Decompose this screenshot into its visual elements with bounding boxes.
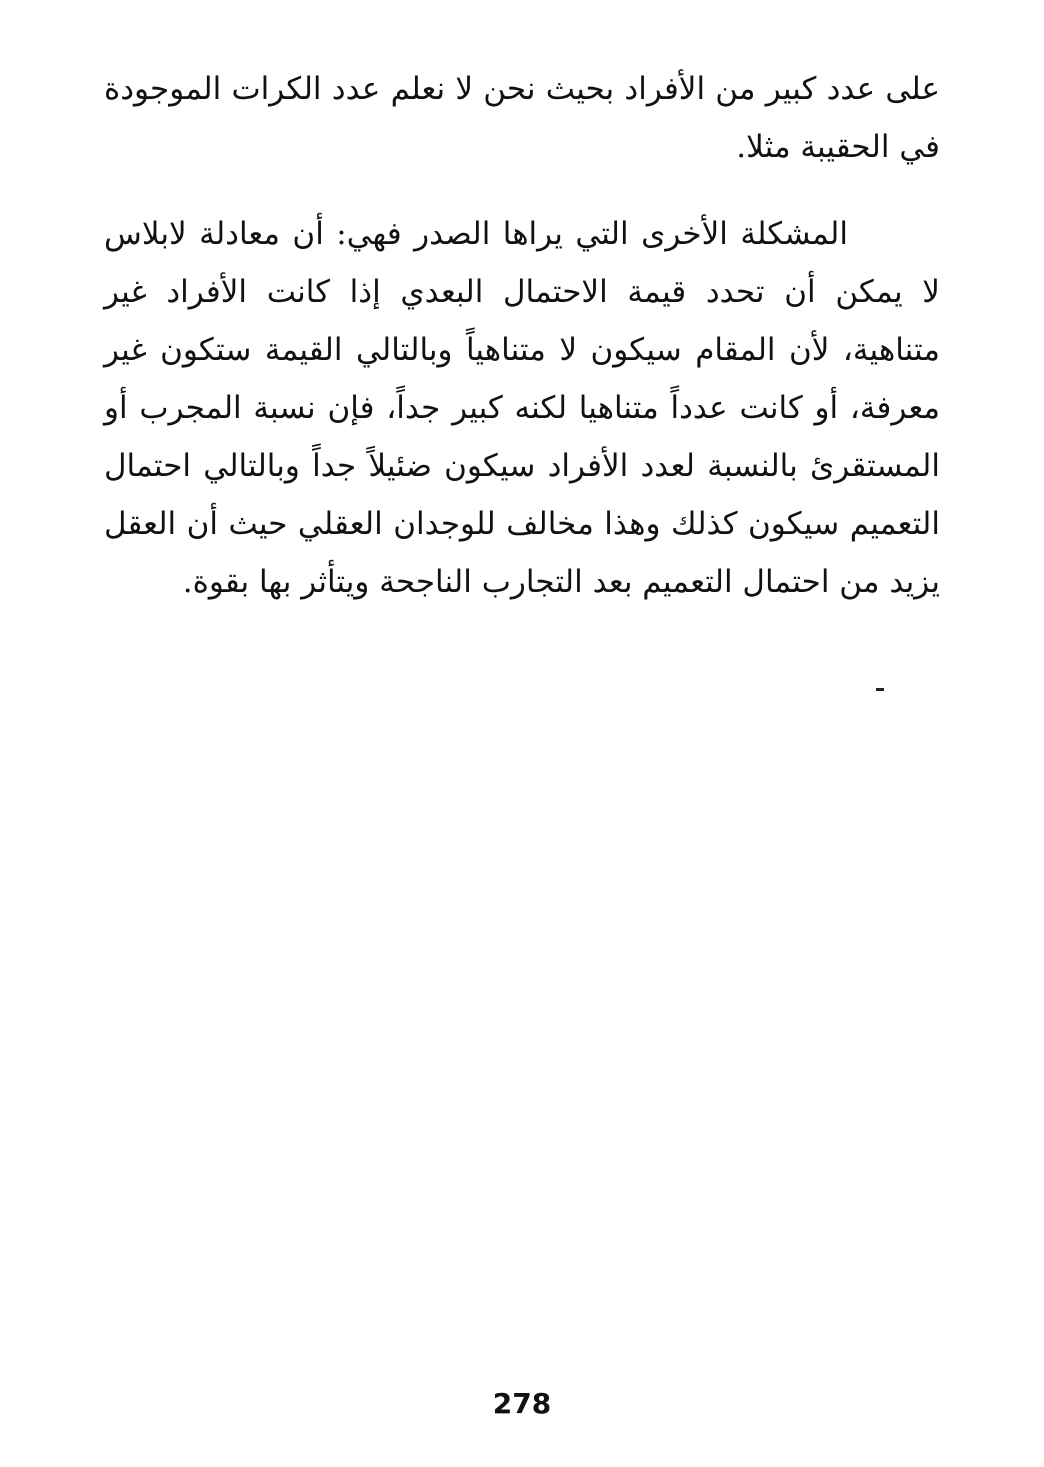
page-number: 278 [492,1387,552,1420]
stray-ink-mark [876,688,884,691]
paragraph-continuation: على عدد كبير من الأفراد بحيث نحن لا نعلم عدد الكرات الموجودة في الحقيبة مثلا. [104,71,940,165]
paragraph-laplace-problem: المشكلة الأخرى التي يراها الصدر فهي: أن معادلة لابلاس لا يمكن أن تحدد قيمة الاحتمال البعدي إذا كانت الأفراد غير متناهية، لأن المقام سيكون لا متناهياً وبالتالي القيمة ستكون غير معرفة، أو كانت عدداً متناهيا لكنه كبير جداً، فإن نسبة المجرب أو المستقرئ بالنسبة لعدد الأفراد سيكون ضئيلاً جداً وبالتالي احتمال التعميم سيكون كذلك وهذا مخالف للوجدان العقلي حيث أن العقل يزيد من احتمال التعميم بعد التجارب الناجحة ويتأثر بها بقوة. [104,216,940,600]
